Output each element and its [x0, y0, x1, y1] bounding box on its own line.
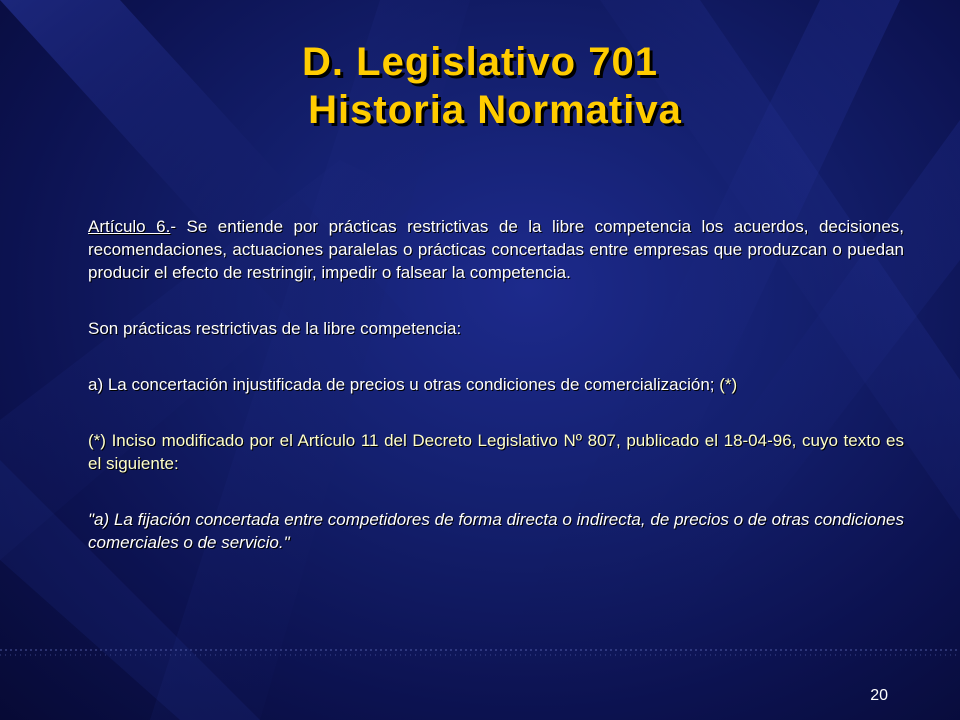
item-a-note-marker: (*) — [719, 375, 738, 394]
paragraph-modified-text: "a) La fijación concertada entre competidores de forma directa o indirecta, de precios o de otras condiciones comerciales o de servicio." — [88, 510, 904, 552]
title-line-1: D. Legislativo 701 — [302, 40, 658, 84]
item-a-text: a) La concertación injustificada de precios u otras condiciones de comercialización; — [88, 375, 715, 394]
paragraph-item-a — [88, 373, 904, 396]
article-label: Artículo 6. — [88, 217, 171, 236]
paragraph-article-6 — [88, 215, 904, 284]
article-text: - Se entiende por prácticas restrictivas de la libre competencia los acuerdos, decisiones, recomendaciones, actuaciones paralelas o prácticas concertadas entre empresas que produzcan o puedan producir el efecto de restringir, impedir o falsear la competencia. — [88, 217, 904, 282]
title-line-2: Historia Normativa — [308, 88, 682, 132]
slide-content — [88, 215, 904, 554]
page-number: 20 — [870, 687, 888, 704]
paragraph-intro-list: Son prácticas restrictivas de la libre competencia: — [88, 319, 462, 338]
slide-title — [120, 38, 840, 134]
paragraph-modification-note: (*) Inciso modificado por el Artículo 11 del Decreto Legislativo Nº 807, publicado el 18-04-96, cuyo texto es el siguiente: — [88, 431, 904, 473]
